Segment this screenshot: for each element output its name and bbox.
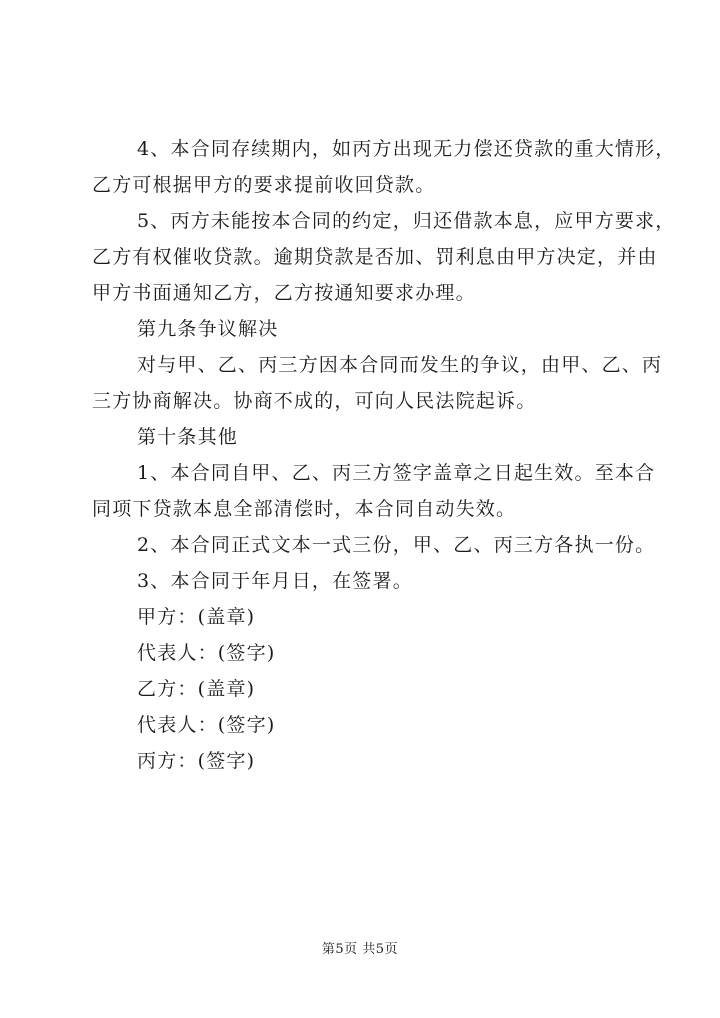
signature-party-c: 丙方：(签字) [137, 750, 256, 772]
clause-10-heading: 第十条其他 [137, 426, 239, 448]
clause-9-text-line-1: 对与甲、乙、丙三方因本合同而发生的争议，由甲、乙、丙 [137, 354, 663, 376]
clause-9-heading: 第九条争议解决 [137, 318, 279, 340]
clause-8-item-4-line-1: 4、本合同存续期内，如丙方出现无力偿还贷款的重大情形， [137, 138, 676, 160]
clause-10-item-2: 2、本合同正式文本一式三份，甲、乙、丙三方各执一份。 [137, 534, 656, 556]
page-number-footer: 第5页 共5页 [321, 942, 399, 957]
clause-8-item-4-line-2: 乙方可根据甲方的要求提前收回贷款。 [92, 174, 436, 196]
clause-9-text-line-2: 三方协商解决。协商不成的，可向人民法院起诉。 [92, 390, 537, 412]
signature-party-b: 乙方：(盖章) [137, 678, 256, 700]
signature-rep-a: 代表人：(签字) [137, 642, 276, 664]
signature-rep-b: 代表人：(签字) [137, 714, 276, 736]
clause-10-item-3: 3、本合同于年月日，在签署。 [137, 570, 413, 592]
clause-10-item-1-line-2: 同项下贷款本息全部清偿时，本合同自动失效。 [92, 498, 517, 520]
signature-party-a: 甲方：(盖章) [137, 606, 256, 628]
clause-8-item-5-line-1: 5、丙方未能按本合同的约定，归还借款本息，应甲方要求， [137, 210, 676, 232]
clause-8-item-5-line-3: 甲方书面通知乙方，乙方按通知要求办理。 [92, 282, 476, 304]
clause-8-item-5-line-2: 乙方有权催收贷款。逾期贷款是否加、罚利息由甲方决定，并由 [92, 246, 658, 268]
clause-10-item-1-line-1: 1、本合同自甲、乙、丙三方签字盖章之日起生效。至本合 [137, 462, 656, 484]
